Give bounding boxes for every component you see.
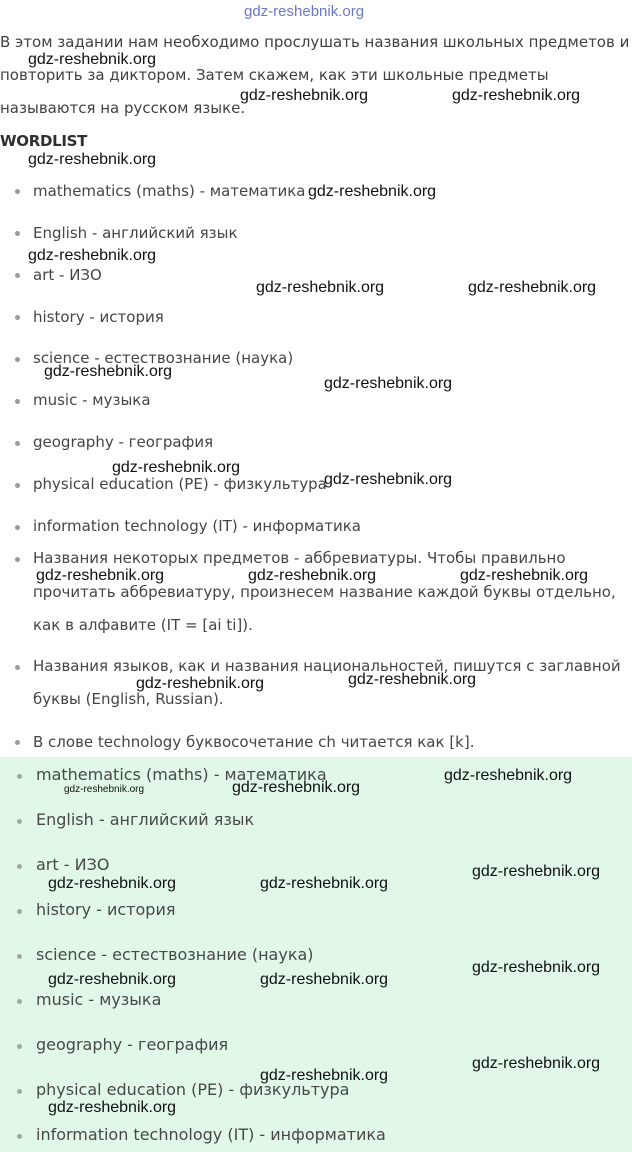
watermark: gdz-reshebnik.org	[256, 279, 385, 296]
note-line: прочитать аббревиатуру, произнесем название каждой буквы отдельно,	[33, 583, 616, 601]
note-line: В слове technology буквосочетание ch читается как [k].	[33, 733, 475, 751]
bullet-icon	[15, 525, 20, 530]
bullet-icon	[17, 864, 22, 869]
site-watermark-header: gdz-reshebnik.org	[244, 3, 365, 20]
bullet-icon	[17, 999, 22, 1004]
answer-item: art - ИЗО	[36, 855, 110, 874]
watermark: gdz-reshebnik.org	[248, 567, 377, 584]
answer-item: science - естествознание (наука)	[36, 945, 314, 964]
watermark: gdz-reshebnik.org	[460, 567, 589, 584]
bullet-icon	[15, 231, 20, 236]
watermark: gdz-reshebnik.org	[308, 183, 437, 200]
watermark: gdz-reshebnik.org	[232, 779, 361, 796]
watermark: gdz-reshebnik.org	[64, 784, 145, 795]
list-item: history - история	[33, 308, 164, 326]
watermark: gdz-reshebnik.org	[348, 671, 477, 688]
bullet-icon	[17, 909, 22, 914]
note-line: буквы (English, Russian).	[33, 690, 224, 708]
intro-line-1: В этом задании нам необходимо прослушать названия школьных предметов и	[0, 33, 630, 51]
watermark: gdz-reshebnik.org	[260, 1067, 389, 1084]
note-line: как в алфавите (IT = [ai ti]).	[33, 616, 253, 634]
answer-item: physical education (PE) - физкультура	[36, 1080, 350, 1099]
watermark: gdz-reshebnik.org	[36, 567, 165, 584]
list-item: music - музыка	[33, 391, 151, 409]
watermark: gdz-reshebnik.org	[324, 471, 453, 488]
watermark: gdz-reshebnik.org	[324, 375, 453, 392]
watermark: gdz-reshebnik.org	[472, 1055, 601, 1072]
watermark: gdz-reshebnik.org	[472, 863, 601, 880]
watermark: gdz-reshebnik.org	[240, 87, 369, 104]
bullet-icon	[15, 740, 20, 745]
answer-item: English - английский язык	[36, 810, 255, 829]
bullet-icon	[17, 1044, 22, 1049]
note-line: Названия языков, как и названия национальностей, пишутся с заглавной	[33, 657, 621, 675]
bullet-icon	[15, 483, 20, 488]
watermark: gdz-reshebnik.org	[260, 971, 389, 988]
list-item: physical education (PE) - физкультура	[33, 475, 327, 493]
bullet-icon	[15, 189, 20, 194]
list-item: information technology (IT) - информатика	[33, 517, 361, 535]
bullet-icon	[17, 819, 22, 824]
bullet-icon	[17, 1134, 22, 1139]
watermark: gdz-reshebnik.org	[472, 959, 601, 976]
answer-item: music - музыка	[36, 990, 162, 1009]
list-item: art - ИЗО	[33, 266, 102, 284]
answer-item: geography - география	[36, 1035, 229, 1054]
answer-item: information technology (IT) - информатика	[36, 1125, 386, 1144]
watermark: gdz-reshebnik.org	[48, 971, 177, 988]
bullet-icon	[15, 557, 20, 562]
watermark: gdz-reshebnik.org	[44, 363, 173, 380]
bullet-icon	[15, 399, 20, 404]
list-item: mathematics (maths) - математика	[33, 182, 306, 200]
watermark: gdz-reshebnik.org	[112, 459, 241, 476]
bullet-icon	[17, 954, 22, 959]
intro-line-3: называются на русском языке.	[0, 99, 246, 117]
watermark: gdz-reshebnik.org	[48, 875, 177, 892]
wordlist-title: WORDLIST	[0, 132, 88, 150]
bullet-icon	[17, 774, 22, 779]
list-item: science - естествознание (наука)	[33, 349, 294, 367]
note-line: Названия некоторых предметов - аббревиатуры. Чтобы правильно	[33, 549, 566, 567]
bullet-icon	[15, 357, 20, 362]
watermark: gdz-reshebnik.org	[28, 247, 157, 264]
watermark: gdz-reshebnik.org	[452, 87, 581, 104]
bullet-icon	[15, 665, 20, 670]
bullet-icon	[15, 273, 20, 278]
watermark: gdz-reshebnik.org	[136, 675, 265, 692]
watermark: gdz-reshebnik.org	[444, 767, 573, 784]
bullet-icon	[17, 1089, 22, 1094]
answer-item: mathematics (maths) - математика	[36, 765, 327, 784]
list-item: geography - география	[33, 433, 214, 451]
watermark: gdz-reshebnik.org	[468, 279, 597, 296]
intro-line-2: повторить за диктором. Затем скажем, как эти школьные предметы	[0, 66, 549, 84]
bullet-icon	[15, 315, 20, 320]
bullet-icon	[15, 441, 20, 446]
answer-item: history - история	[36, 900, 176, 919]
list-item: English - английский язык	[33, 224, 238, 242]
watermark: gdz-reshebnik.org	[48, 1099, 177, 1116]
watermark: gdz-reshebnik.org	[260, 875, 389, 892]
watermark: gdz-reshebnik.org	[28, 51, 157, 68]
watermark: gdz-reshebnik.org	[28, 151, 157, 168]
